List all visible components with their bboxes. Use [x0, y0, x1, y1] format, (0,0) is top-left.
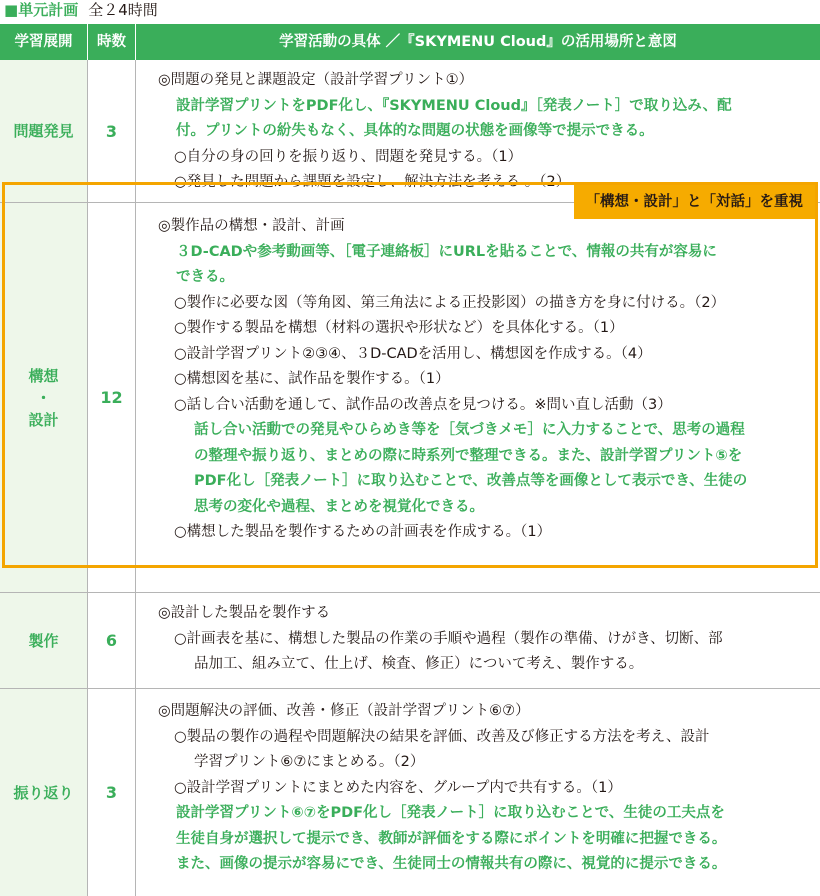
- activity-item: ○自分の身の回りを振り返り、問題を発見する。（1）: [174, 148, 523, 165]
- cloud-note-line: の整理や振り返り、まとめの際に時系列で整理できる。また、設計学習プリント⑤を: [194, 447, 743, 464]
- cloud-note-line: 設計学習プリント⑥⑦をPDF化し［発表ノート］に取り込むことで、生徒の工夫点を: [176, 805, 725, 821]
- table-row-reflection: [0, 689, 820, 896]
- cloud-note-line: 生徒自身が選択して提示でき、教師が評価をする際にポイントを明確に把握できる。: [176, 830, 727, 847]
- activity-item: ○製作する製品を構想（材料の選択や形状など）を具体化する。（1）: [174, 320, 624, 336]
- main-activity: ◎製作品の構想・設計、計画: [158, 218, 345, 234]
- main-activity: ◎問題解決の評価、改善・修正（設計学習プリント⑥⑦）: [158, 703, 530, 719]
- hours-cell: 3: [88, 60, 136, 202]
- total-hours: 全２4時間: [88, 1, 158, 19]
- activity-item: ○製品の製作の過程や問題解決の結果を評価、改善及び修正する方法を考え、設計: [174, 728, 710, 745]
- activity-item: ○設計学習プリント②③④、３D-CADを活用し、構想図を作成する。（4）: [174, 345, 652, 362]
- main-activity: ◎問題の発見と課題設定（設計学習プリント①）: [158, 72, 474, 88]
- cloud-note-line: また、画像の提示が容易にでき、生徒同士の情報共有の際に、視覚的に提示できる。: [176, 856, 727, 872]
- cloud-note-line: 思考の変化や過程、まとめを視覚化できる。: [194, 498, 484, 515]
- activity-item: ○発見した問題から課題を設定し、解決方法を考える 。（2）: [174, 174, 571, 190]
- square-bullet-icon: ■: [4, 1, 19, 19]
- phase-line: 構想: [28, 366, 59, 385]
- cloud-note-line: 付。プリントの紛失もなく、具体的な問題の状態を画像等で提示できる。: [176, 123, 654, 139]
- unit-plan-heading: [4, 0, 158, 22]
- table-row-concept-design: [0, 203, 820, 593]
- phase-cell: 振り返り: [0, 689, 88, 896]
- table-row-production: [0, 593, 820, 689]
- phase-cell: 問題発見: [0, 60, 88, 202]
- cloud-note-line: 設計学習プリントをPDF化し、『SKYMENU Cloud』［発表ノート］で取り込み、配: [176, 97, 732, 114]
- activity-item: ○製作に必要な図（等角図、第三角法による正投影図）の描き方を身に付ける。（2）: [174, 294, 726, 311]
- content-cell: [136, 203, 820, 592]
- header-hours: 時数: [88, 24, 136, 60]
- activity-item: ○構想した製品を製作するための計画表を作成する。（1）: [174, 524, 552, 540]
- hours-cell: 3: [88, 689, 136, 896]
- table-row-problem-discovery: [0, 60, 820, 203]
- phase-cell: [0, 203, 88, 592]
- phase-line: 設計: [28, 410, 59, 429]
- cloud-note-line: ３D-CADや参考動画等、［電子連絡板］にURLを貼ることで、情報の共有が容易に: [176, 243, 717, 260]
- table-header: [0, 24, 820, 60]
- content-cell: [136, 60, 820, 202]
- activity-item-continued: 品加工、組み立て、仕上げ、検査、修正）について考え、製作する。: [194, 656, 644, 672]
- heading-label: 単元計画: [18, 1, 79, 19]
- activity-item: ○設計学習プリントにまとめた内容を、グループ内で共有する。（1）: [174, 779, 622, 796]
- phase-cell: 製作: [0, 593, 88, 688]
- activity-item: ○話し合い活動を通して、試作品の改善点を見つける。※問い直し活動（3）: [174, 396, 672, 413]
- header-phase: 学習展開: [0, 24, 88, 60]
- focus-tag: 「構想・設計」と「対話」を重視: [574, 185, 816, 219]
- cloud-note-line: 話し合い活動での発見やひらめき等を［気づきメモ］に入力することで、思考の過程: [194, 422, 745, 438]
- hours-cell: 12: [88, 203, 136, 592]
- activity-item: ○構想図を基に、試作品を製作する。（1）: [174, 371, 450, 387]
- activity-item: ○計画表を基に、構想した製品の作業の手順や過程（製作の準備、けがき、切断、部: [174, 630, 723, 647]
- cloud-note-line: できる。: [176, 269, 234, 285]
- activity-item-continued: 学習プリント⑥⑦にまとめる。（2）: [194, 754, 425, 770]
- phase-line: ・: [35, 388, 51, 407]
- header-content: 学習活動の具体 ／『SKYMENU Cloud』の活用場所と意図: [279, 34, 677, 50]
- main-activity: ◎設計した製品を製作する: [158, 605, 331, 621]
- cloud-note-line: PDF化し［発表ノート］に取り込むことで、改善点等を画像として表示でき、生徒の: [194, 473, 748, 489]
- content-cell: [136, 593, 820, 688]
- hours-cell: 6: [88, 593, 136, 688]
- content-cell: [136, 689, 820, 896]
